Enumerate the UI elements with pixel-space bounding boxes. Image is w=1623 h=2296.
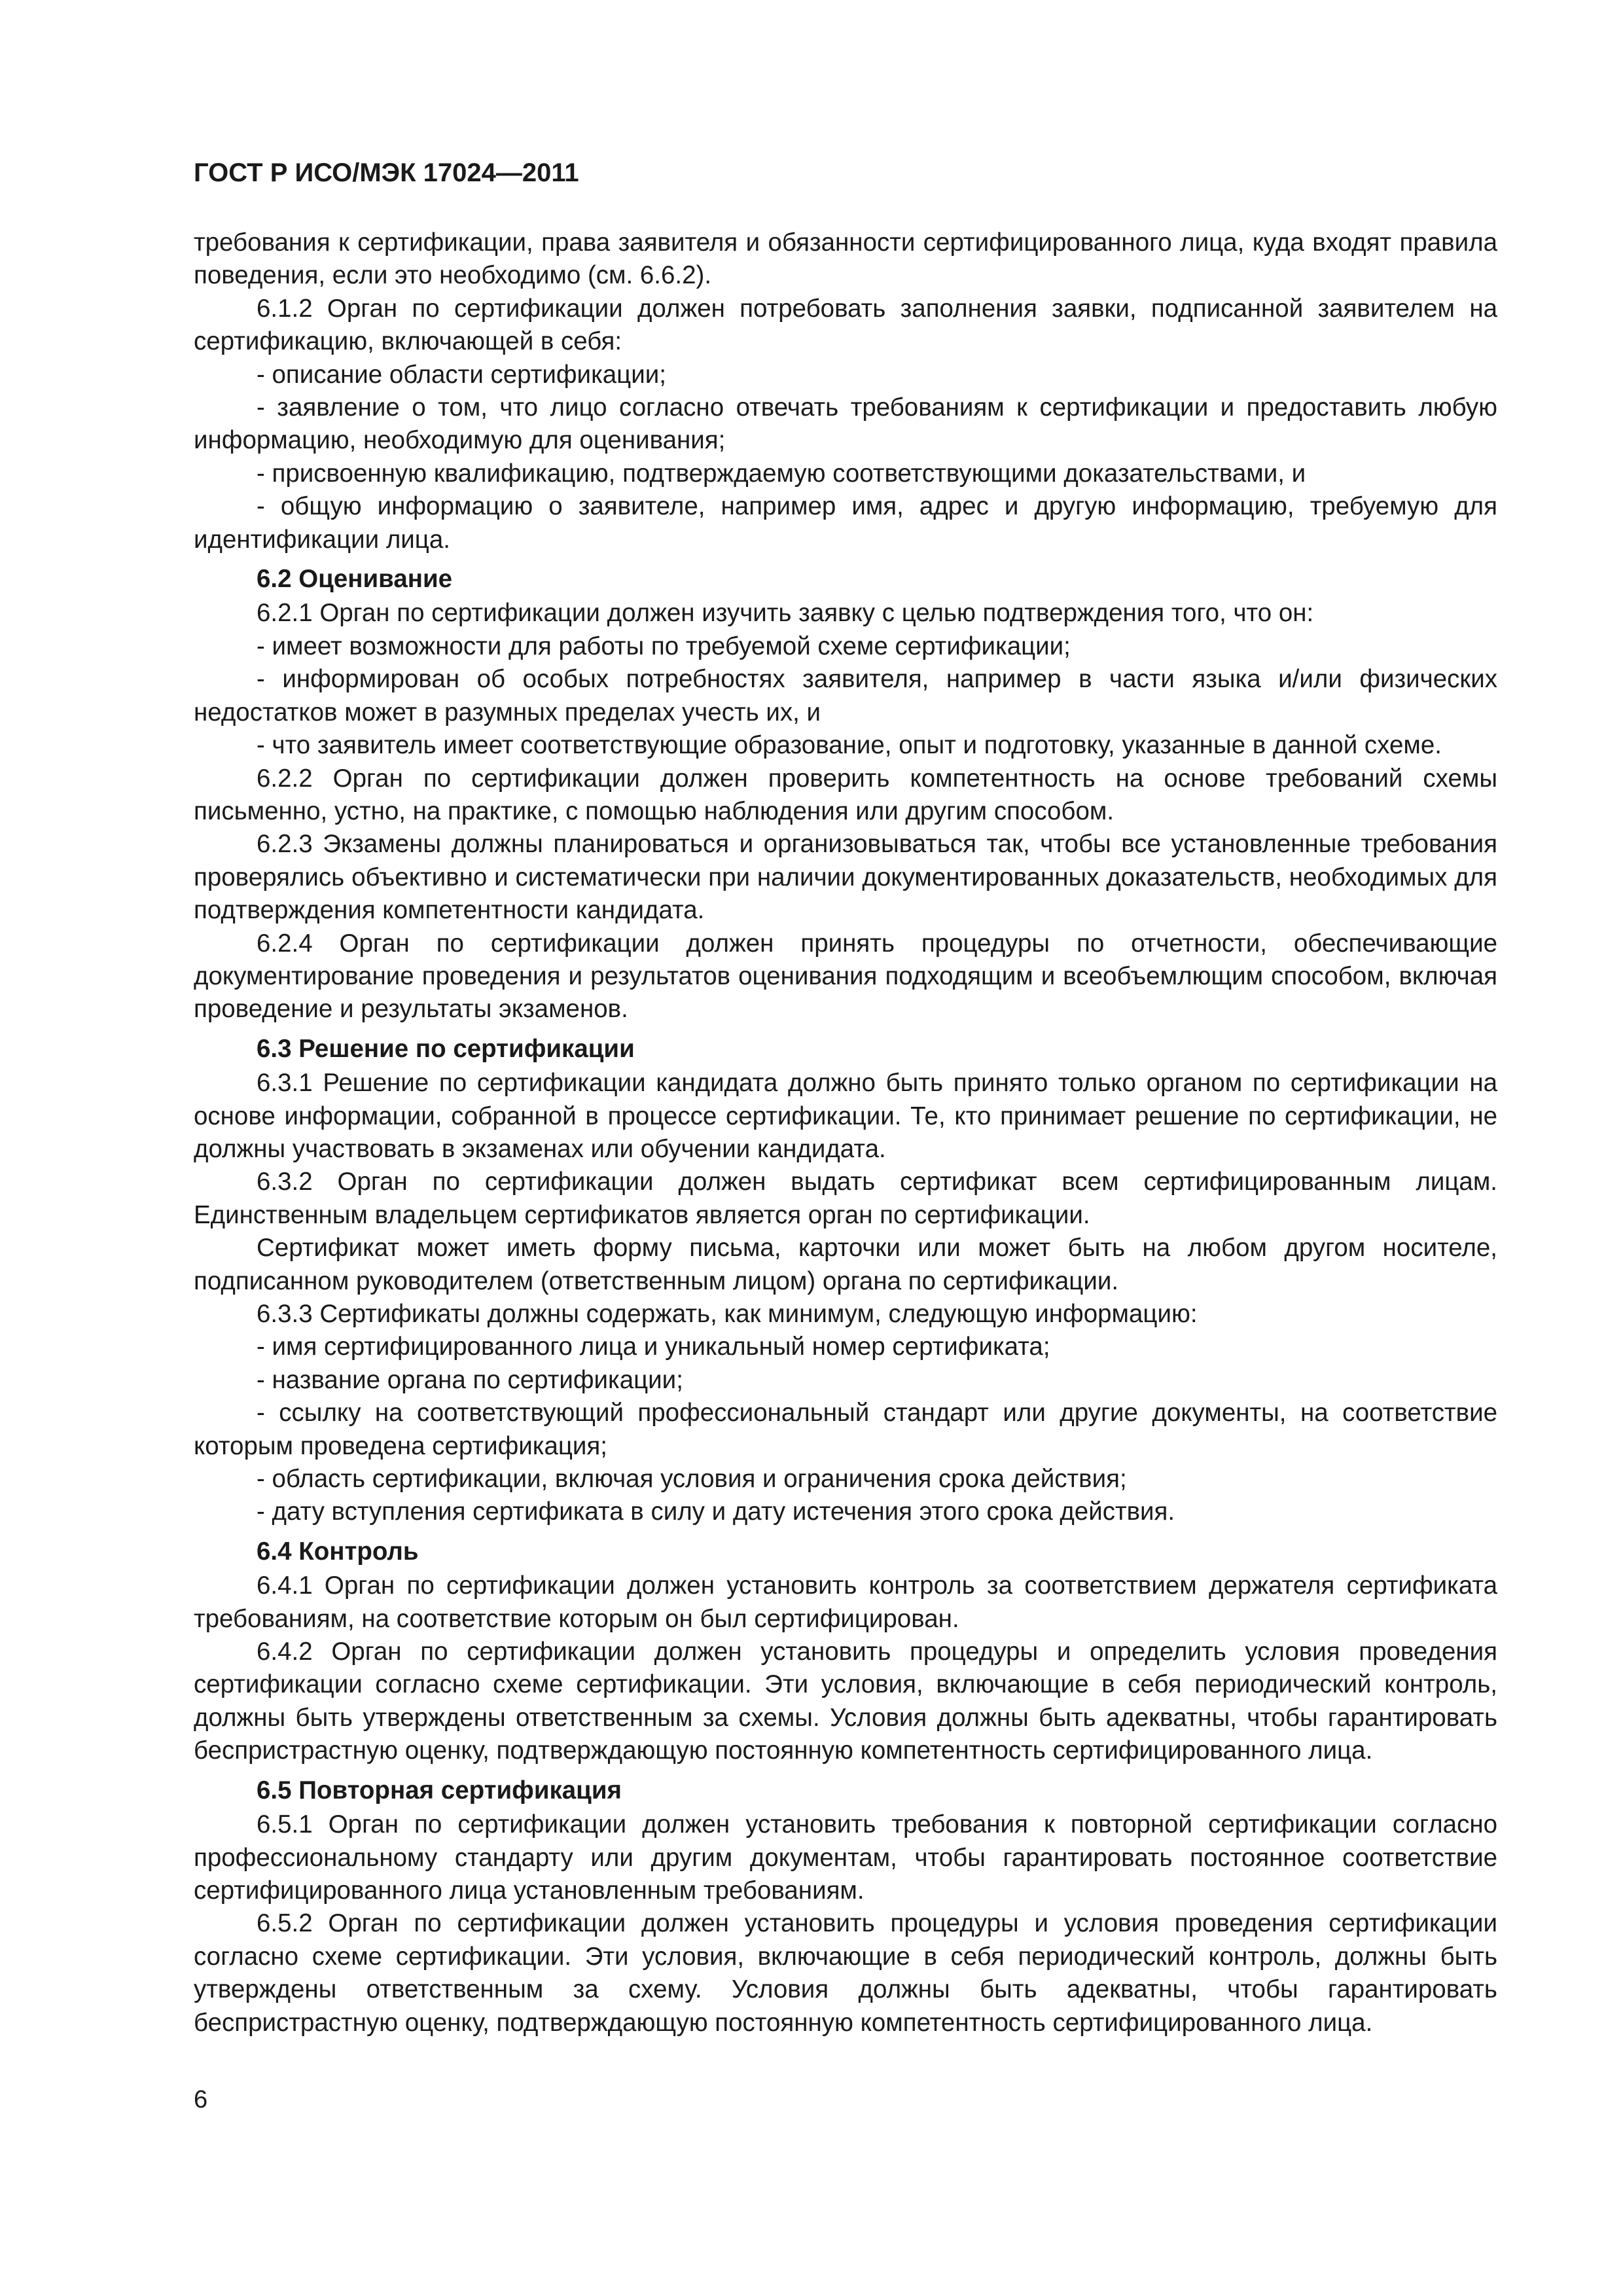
list-item: - описание области сертификации; (257, 360, 666, 389)
list-item: - дату вступления сертификата в силу и дату истечения этого срока действия. (257, 1498, 1175, 1526)
document-header: ГОСТ Р ИСО/МЭК 17024—2011 (194, 158, 579, 187)
list-item: - имя сертифицированного лица и уникальный номер сертификата; (257, 1333, 1050, 1361)
paragraph: 6.1.2 Орган по сертификации должен потребовать заполнения заявки, подписанной заявителем на сертификацию, включающей в себя: (194, 294, 1497, 356)
paragraph: 6.2.1 Орган по сертификации должен изучить заявку с целью подтверждения того, что он: (257, 599, 1314, 628)
paragraph: 6.2.2 Орган по сертификации должен проверить компетентность на основе требований схемы письменно, устно, на практике, с помощью наблюдения или другим способом. (194, 764, 1497, 825)
paragraph: 6.3.3 Сертификаты должны содержать, как минимум, следующую информацию: (257, 1300, 1198, 1328)
paragraph: 6.2.3 Экзамены должны планироваться и организовываться так, чтобы все установленные требования проверялись объективно и систематически при наличии документированных доказательств, необходимых для подтверждения компетентности кандидата. (194, 830, 1497, 925)
paragraph: 6.2.4 Орган по сертификации должен принять процедуры по отчетности, обеспечивающие документирование проведения и результатов оценивания подходящим и всеобъемлющим способом, включая проведение и результаты экзаменов. (194, 929, 1497, 1024)
section-heading-6-2: 6.2 Оценивание (257, 565, 453, 594)
document-page (194, 157, 1497, 2039)
list-item: - имеет возможности для работы по требуемой схеме сертификации; (257, 632, 1071, 660)
document-body (194, 226, 1497, 2039)
paragraph: Сертификат может иметь форму письма, карточки или может быть на любом другом носителе, подписанном руководителем (ответственным лицом) органа по сертификации. (194, 1234, 1497, 1295)
list-item: - что заявитель имеет соответствующие образование, опыт и подготовку, указанные в данной схеме. (257, 731, 1442, 760)
list-item: - ссылку на соответствующий профессиональный стандарт или другие документы, на соответствие которым проведена сертификация; (194, 1399, 1497, 1460)
paragraph: 6.3.1 Решение по сертификации кандидата должно быть принято только органом по сертификации на основе информации, собранной в процессе сертификации. Те, кто принимает решение по сертификации, не должны участвовать в экзаменах или обучении кандидата. (194, 1069, 1497, 1163)
page-number: 6 (194, 2086, 208, 2113)
section-heading-6-4: 6.4 Контроль (257, 1537, 419, 1566)
section-heading-6-3: 6.3 Решение по сертификации (257, 1034, 635, 1063)
paragraph: 6.5.2 Орган по сертификации должен установить процедуры и условия проведения сертификации согласно схеме сертификации. Эти условия, включающие в себя периодический контроль, должны быть утверждены ответственным за схему. Условия должны быть адекватны, чтобы гарантировать беспристрастную оценку, подтверждающую постоянную компетентность сертифицированного лица. (194, 1909, 1497, 2037)
paragraph: 6.3.2 Орган по сертификации должен выдать сертификат всем сертифицированным лицам. Единственным владельцем сертификатов является орган по сертификации. (194, 1168, 1497, 1229)
paragraph: 6.5.1 Орган по сертификации должен установить требования к повторной сертификации согласно профессиональному стандарту или другим документам, чтобы гарантировать постоянное соответствие сертифицированного лица установленным требованиям. (194, 1810, 1497, 1905)
list-item: - общую информацию о заявителе, например имя, адрес и другую информацию, требуемую для идентификации лица. (194, 492, 1497, 554)
paragraph: 6.4.1 Орган по сертификации должен установить контроль за соответствием держателя сертификата требованиям, на соответствие которым он был сертифицирован. (194, 1571, 1497, 1633)
paragraph: 6.4.2 Орган по сертификации должен установить процедуры и определить условия проведения сертификации согласно схеме сертификации. Эти условия, включающие в себя периодический контроль, должны быть утверждены ответственным за схемы. Условия должны быть адекватны, чтобы гарантировать беспристрастную оценку, подтверждающую постоянную компетентность сертифицированного лица. (194, 1638, 1497, 1765)
list-item: - заявление о том, что лицо согласно отвечать требованиям к сертификации и предоставить любую информацию, необходимую для оценивания; (194, 393, 1497, 455)
list-item: - информирован об особых потребностях заявителя, например в части языка и/или физических недостатков может в разумных пределах учесть их, и (194, 665, 1497, 726)
paragraph: требования к сертификации, права заявителя и обязанности сертифицированного лица, куда входят правила поведения, если это необходимо (см. 6.6.2). (194, 228, 1497, 290)
list-item: - название органа по сертификации; (257, 1365, 683, 1394)
list-item: - присвоенную квалификацию, подтверждаемую соответствующими доказательствами, и (257, 459, 1306, 488)
section-heading-6-5: 6.5 Повторная сертификация (257, 1776, 622, 1804)
list-item: - область сертификации, включая условия и ограничения срока действия; (257, 1465, 1127, 1494)
